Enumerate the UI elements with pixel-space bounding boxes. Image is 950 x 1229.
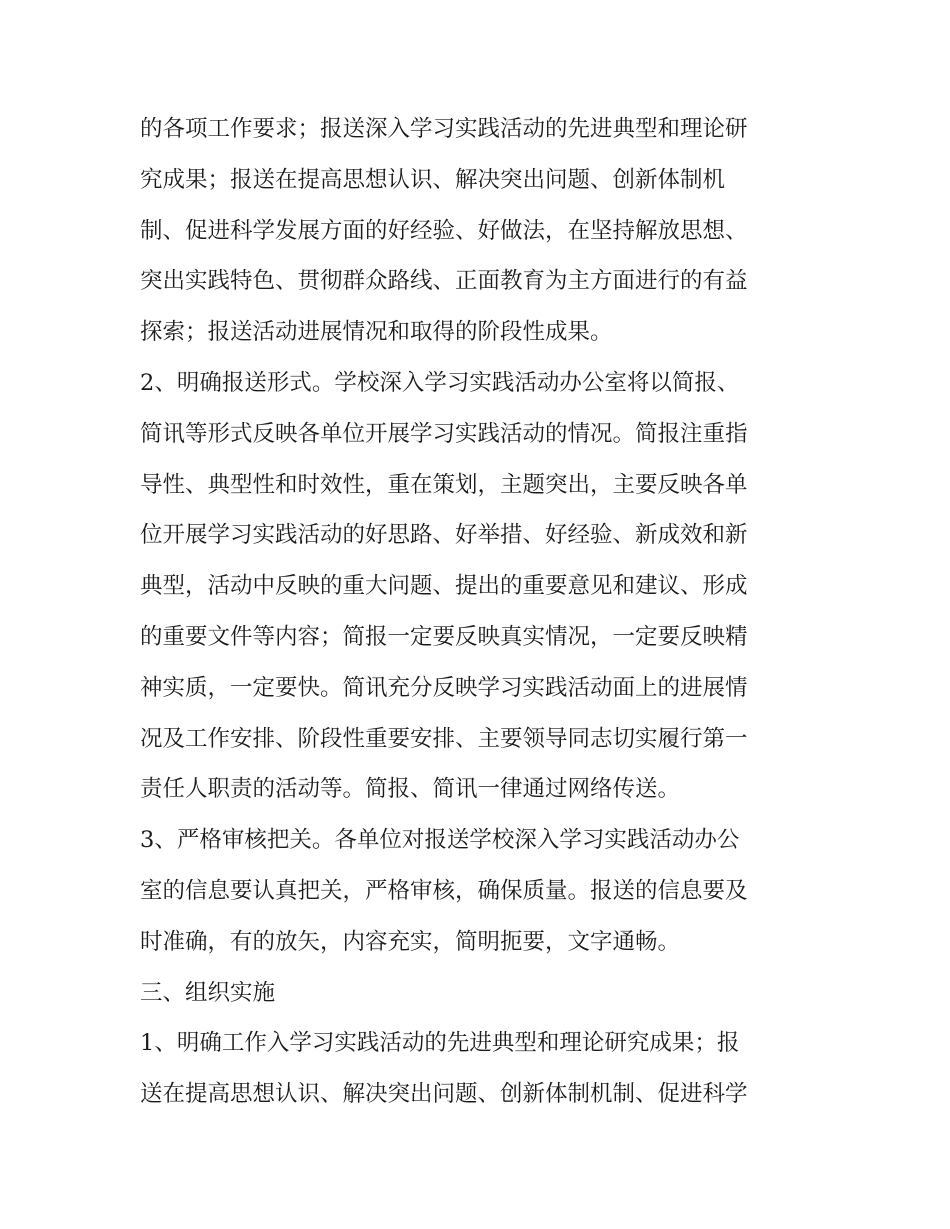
- text-line: 究成果；报送在提高思想认识、解决突出问题、创新体制机: [140, 166, 726, 193]
- text-line: 时准确，有的放矢，内容充实，简明扼要，文字通畅。: [140, 928, 681, 955]
- text-line: 突出实践特色、贯彻群众路线、正面教育为主方面进行的有益: [140, 268, 748, 295]
- text-line: 责任人职责的活动等。简报、简讯一律通过网络传送。: [140, 776, 681, 803]
- text-line: 制、促进科学发展方面的好经验、好做法，在坚持解放思想、: [140, 217, 748, 244]
- text-line: 的各项工作要求；报送深入学习实践活动的先进典型和理论研: [140, 116, 748, 142]
- document-body: [140, 104, 830, 1120]
- text-line: 送在提高思想认识、解决突出问题、创新体制机制、促进科学: [140, 1081, 748, 1108]
- text-line: 的重要文件等内容；简报一定要反映真实情况，一定要反映精: [140, 623, 748, 650]
- text-line: 室的信息要认真把关，严格审核，确保质量。报送的信息要及: [140, 877, 748, 904]
- text-line: 神实质，一定要快。简讯充分反映学习实践活动面上的进展情: [140, 674, 748, 701]
- text-line: 2、明确报送形式。学校深入学习实践活动办公室将以简报、: [140, 369, 740, 396]
- text-line: 位开展学习实践活动的好思路、好举措、好经验、新成效和新: [140, 522, 748, 549]
- text-line: 典型，活动中反映的重大问题、提出的重要意见和建议、形成: [140, 573, 748, 600]
- text-line: 况及工作安排、阶段性重要安排、主要领导同志切实履行第一: [140, 725, 748, 752]
- section-heading: 三、组织实施: [140, 979, 276, 1006]
- text-line: 导性、典型性和时效性，重在策划，主题突出，主要反映各单: [140, 471, 748, 498]
- text-line: 3、严格审核把关。各单位对报送学校深入学习实践活动办公: [140, 827, 740, 854]
- text-line: 1、明确工作入学习实践活动的先进典型和理论研究成果；报: [140, 1030, 740, 1057]
- text-line: 简讯等形式反映各单位开展学习实践活动的情况。简报注重指: [140, 420, 748, 447]
- text-line: 探索；报送活动进展情况和取得的阶段性成果。: [140, 319, 613, 346]
